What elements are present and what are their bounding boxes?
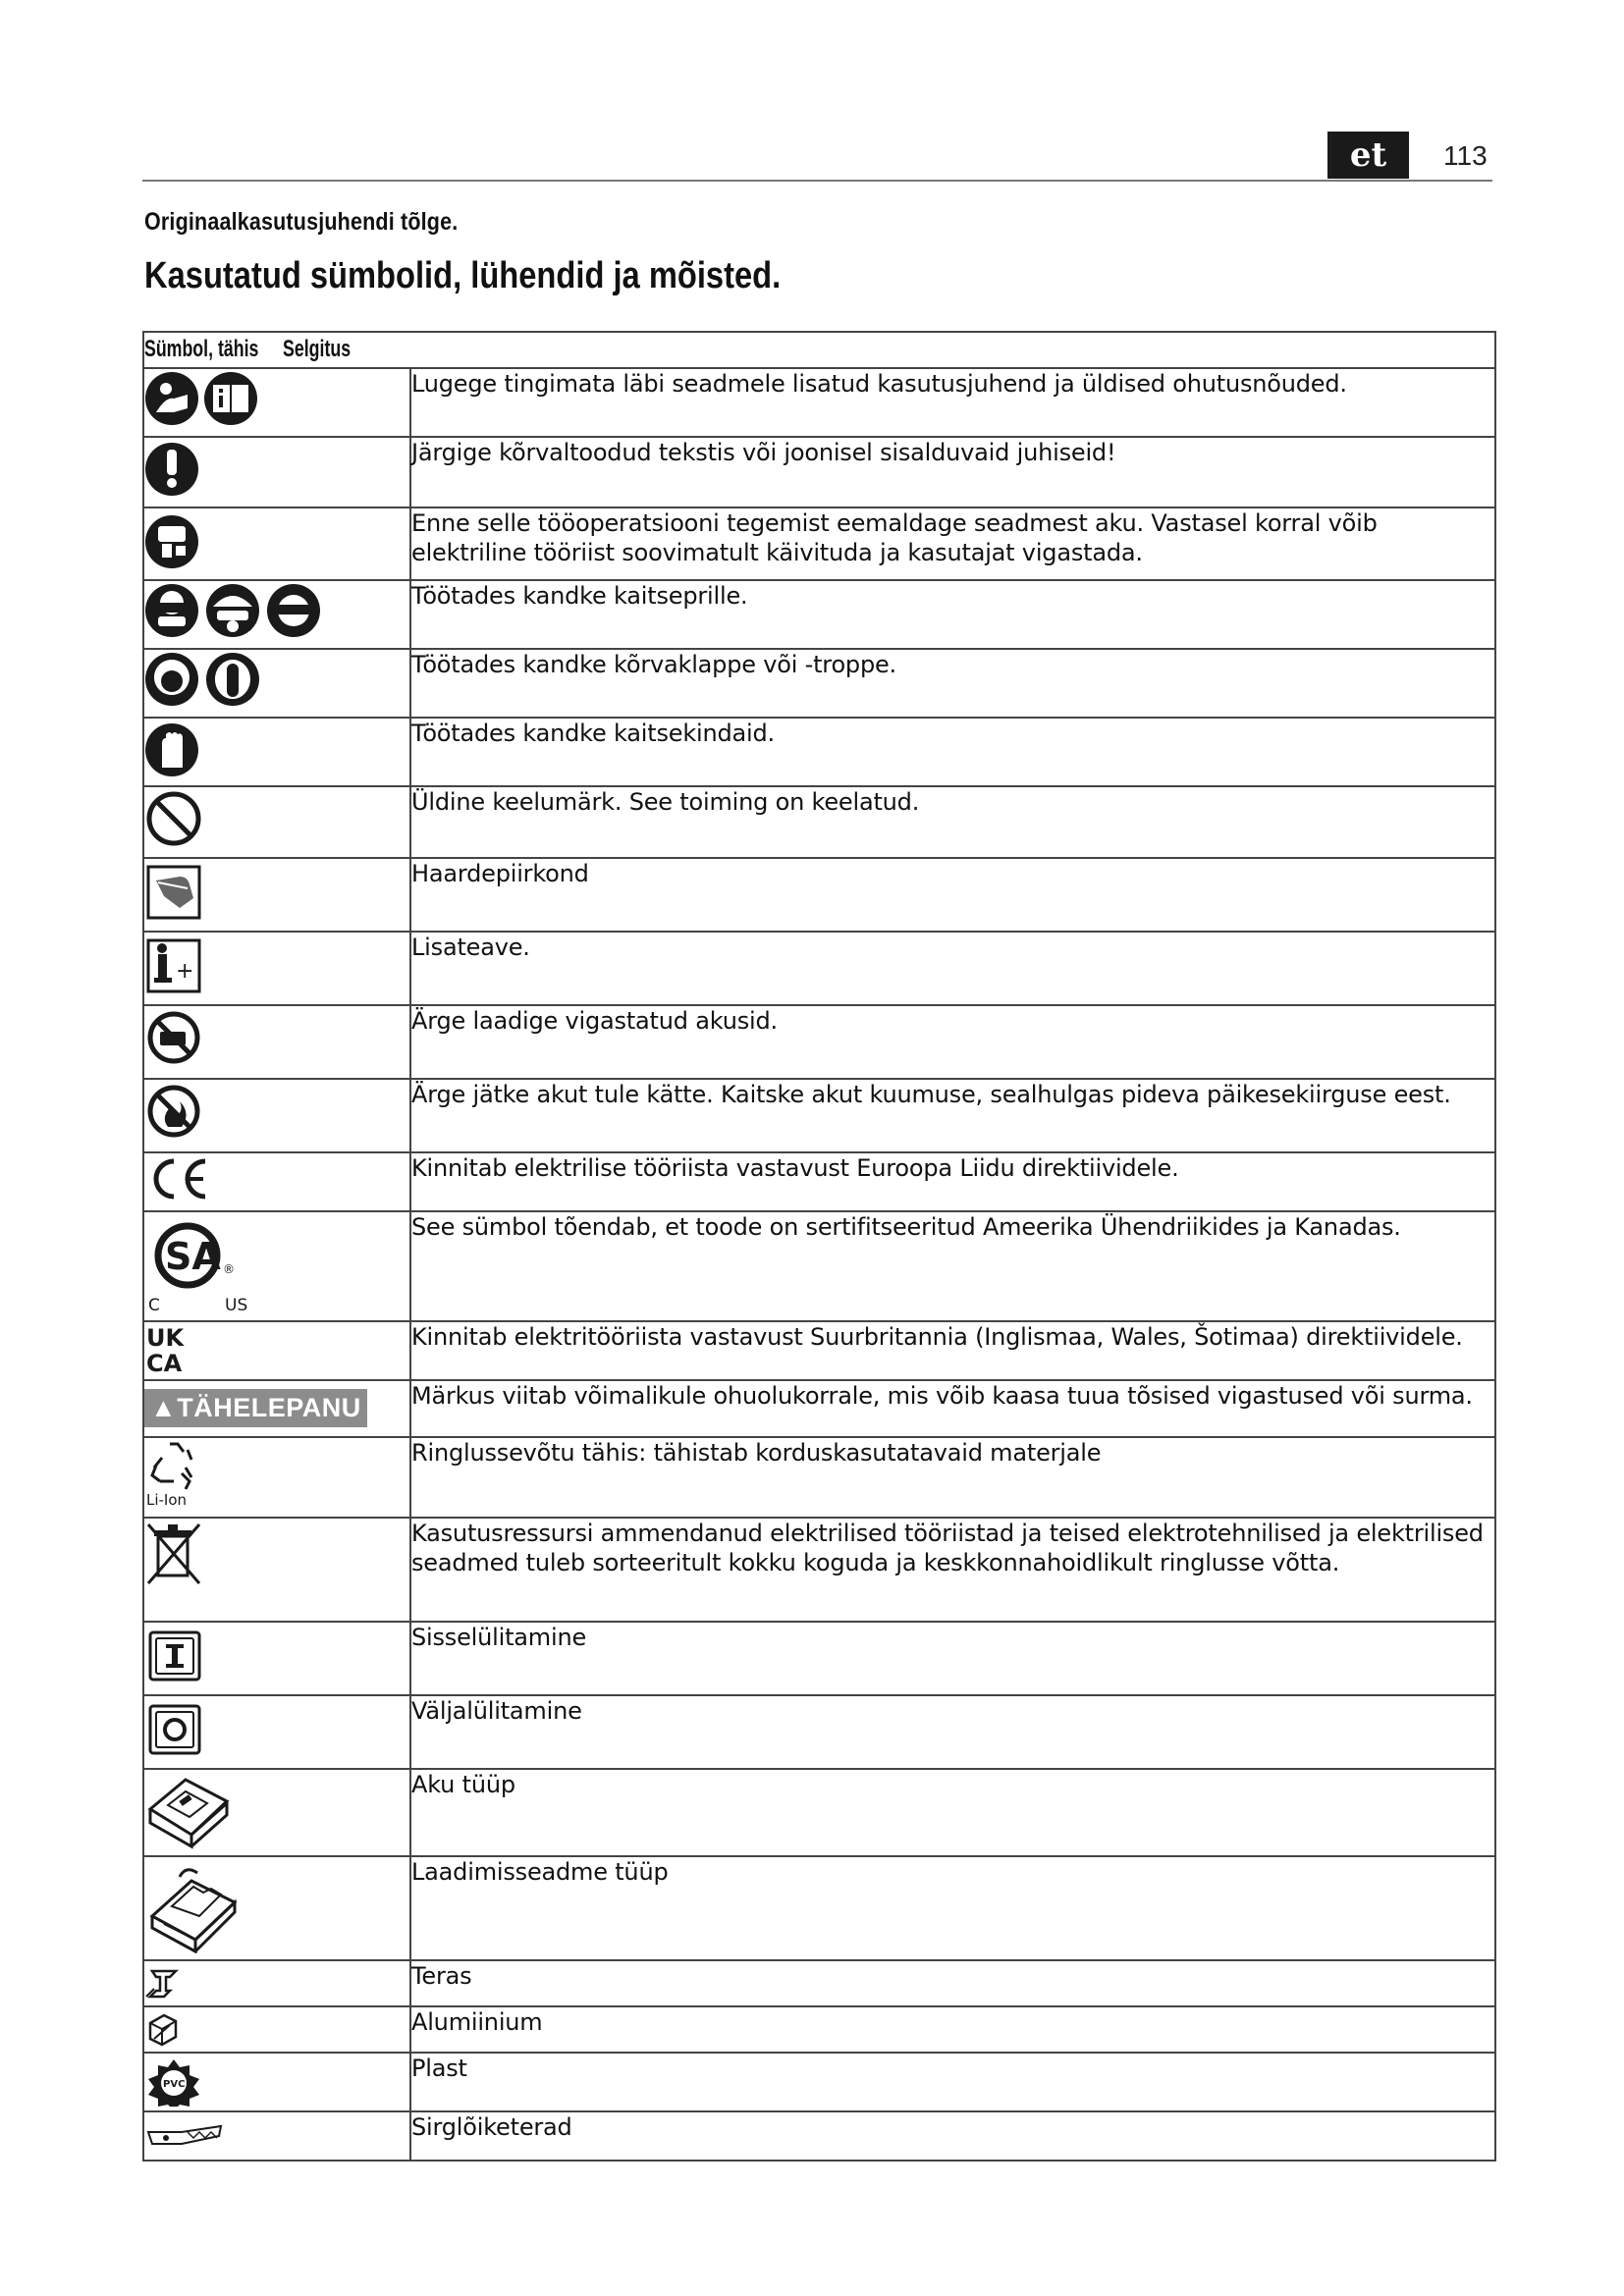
- explanation-cell: Alumiinium: [410, 2006, 1495, 2053]
- explanation-cell: See sümbol tõendab, et toode on sertifitseeritud Ameerika Ühendriikides ja Kanadas.: [410, 1211, 1495, 1321]
- explanation-cell: Plast: [410, 2053, 1495, 2111]
- attention-tag-label: TÄHELEPANU: [177, 1393, 361, 1422]
- table-row: [143, 1005, 1495, 1079]
- symbol-cell: [143, 932, 410, 1005]
- symbol-cell: [143, 368, 410, 437]
- header-rule: [142, 180, 1492, 182]
- symbol-cell: [143, 786, 410, 858]
- table-row: [143, 1437, 1495, 1518]
- symbol-cell: [143, 1695, 410, 1769]
- battery-pack-icon: [144, 1770, 233, 1850]
- svg-text:PVC: PVC: [163, 2079, 186, 2090]
- aluminium-icon: [144, 2011, 184, 2047]
- explanation-cell: Töötades kandke kaitsekindaid.: [410, 718, 1495, 786]
- table-row: [143, 1856, 1495, 1960]
- symbol-cell: [143, 1518, 410, 1622]
- eye-protection-icons: [144, 581, 331, 640]
- table-row: [143, 1518, 1495, 1622]
- symbol-cell: [143, 580, 410, 649]
- no-fire-icon: [144, 1080, 205, 1141]
- table-row: [143, 1152, 1495, 1211]
- symbols-table: [142, 331, 1496, 2162]
- symbol-cell: [143, 649, 410, 718]
- table-row: [143, 507, 1495, 580]
- explanation-cell: Enne selle tööoperatsiooni tegemist eemaldage seadmest aku. Vastasel korral võib elektriline tööriist soovimatult käivituda ja kasutajat vigastada.: [410, 507, 1495, 580]
- explanation-cell: Töötades kandke kõrvaklappe või -troppe.: [410, 649, 1495, 718]
- gloves-icon: [144, 719, 203, 777]
- explanation-cell: Sirglõiketerad: [410, 2111, 1495, 2161]
- table-row: [143, 2006, 1495, 2053]
- weee-bin-icon: [144, 1519, 205, 1587]
- explanation-cell: Ärge jätke akut tule kätte. Kaitske akut kuumuse, sealhulgas pideva päikesekiirguse eest.: [410, 1079, 1495, 1152]
- document-subtitle: Originaalkasutusjuhendi tõlge.: [144, 208, 459, 236]
- no-charge-damaged-icon: [144, 1006, 205, 1067]
- explanation-cell: Teras: [410, 1960, 1495, 2006]
- section-title: Kasutatud sümbolid, lühendid ja mõisted.: [144, 255, 782, 296]
- grip-area-icon: [144, 859, 205, 920]
- svg-text:+: +: [176, 959, 194, 984]
- explanation-cell: Väljalülitamine: [410, 1695, 1495, 1769]
- prohibition-icon: [144, 787, 205, 848]
- symbol-cell: [143, 1769, 410, 1856]
- ear-protection-icons: [144, 650, 272, 709]
- table-row: [143, 786, 1495, 858]
- symbol-cell: [143, 1005, 410, 1079]
- symbol-cell: [143, 1079, 410, 1152]
- explanation-cell: Kasutusressursi ammendanud elektrilised tööriistad ja teised elektrotehnilised ja elektrilised seadmed tuleb sorteeritult kokku koguda ja keskkonnahoidlikult ringlusse võtta.: [410, 1518, 1495, 1622]
- table-row: [143, 1211, 1495, 1321]
- pvc-icon: [144, 2057, 203, 2107]
- svg-text:UK: UK: [146, 1324, 185, 1352]
- explanation-cell: Järgige kõrvaltoodud tekstis või joonisel sisalduvaid juhiseid!: [410, 437, 1495, 507]
- symbol-cell: [143, 507, 410, 580]
- symbol-cell: [143, 1856, 410, 1960]
- table-row: [143, 858, 1495, 932]
- table-row: [143, 1380, 1495, 1437]
- explanation-cell: Aku tüüp: [410, 1769, 1495, 1856]
- symbol-cell: [143, 1960, 410, 2006]
- steel-icon: [144, 1965, 184, 2001]
- remove-battery-icon: [144, 508, 203, 571]
- symbol-cell: [143, 2053, 410, 2111]
- explanation-cell: Kinnitab elektrilise tööriista vastavust Euroopa Liidu direktiividele.: [410, 1152, 1495, 1211]
- symbol-cell: [143, 1152, 410, 1211]
- col-explanation-label: Selgitus: [283, 336, 352, 362]
- csa-mark-icon: [144, 1212, 262, 1314]
- attention-tag: [144, 1389, 367, 1427]
- explanation-cell: Lugege tingimata läbi seadmele lisatud kasutusjuhend ja üldised ohutusnõuded.: [410, 368, 1495, 437]
- symbol-cell: [143, 1380, 410, 1437]
- explanation-cell: Sisselülitamine: [410, 1622, 1495, 1695]
- table-row: [143, 1769, 1495, 1856]
- ce-mark-icon: [144, 1153, 213, 1202]
- svg-text:Li-Ion: Li-Ion: [146, 1491, 188, 1509]
- table-row: [143, 2111, 1495, 2161]
- info-icon: [144, 933, 205, 993]
- explanation-cell: Töötades kandke kaitseprille.: [410, 580, 1495, 649]
- table-row: [143, 1622, 1495, 1695]
- table-header-row: [143, 332, 1495, 368]
- explanation-cell: Ärge laadige vigastatud akusid.: [410, 1005, 1495, 1079]
- table-row: [143, 1321, 1495, 1380]
- exclamation-icon: [144, 438, 203, 499]
- svg-text:C: C: [148, 1296, 160, 1314]
- recycle-li-ion-icon: [144, 1438, 213, 1509]
- symbol-cell: [143, 1321, 410, 1380]
- symbol-cell: [143, 2111, 410, 2161]
- warning-triangle-icon: ▲: [150, 1393, 178, 1422]
- col-symbol-label: Sümbol, tähis: [144, 336, 259, 362]
- symbol-cell: [143, 1437, 410, 1518]
- switch-off-icon: [144, 1696, 205, 1757]
- table-row: [143, 649, 1495, 718]
- explanation-cell: Üldine keelumärk. See toiming on keelatud.: [410, 786, 1495, 858]
- blade-icon: [144, 2118, 227, 2152]
- switch-on-icon: [144, 1623, 205, 1683]
- table-row: [143, 1960, 1495, 2006]
- symbol-cell: [143, 437, 410, 507]
- table-row: [143, 1079, 1495, 1152]
- ukca-mark-icon: [144, 1322, 203, 1375]
- table-row: [143, 1695, 1495, 1769]
- read-manual-icons: [144, 369, 272, 428]
- svg-text:CA: CA: [146, 1350, 183, 1375]
- page-number: 113: [1443, 140, 1488, 171]
- table-row: [143, 368, 1495, 437]
- symbol-cell: [143, 718, 410, 786]
- svg-text:SA: SA: [165, 1235, 221, 1278]
- explanation-cell: Haardepiirkond: [410, 858, 1495, 932]
- charger-icon: [144, 1857, 243, 1953]
- explanation-cell: Ringlussevõtu tähis: tähistab korduskasutatavaid materjale: [410, 1437, 1495, 1518]
- table-row: [143, 932, 1495, 1005]
- explanation-cell: Märkus viitab võimalikule ohuolukorrale, mis võib kaasa tuua tõsised vigastused või surma.: [410, 1380, 1495, 1437]
- table-row: [143, 718, 1495, 786]
- table-header: [143, 332, 1495, 368]
- language-badge: et: [1327, 132, 1409, 179]
- symbol-cell: [143, 1622, 410, 1695]
- table-row: [143, 2053, 1495, 2111]
- symbol-cell: [143, 1211, 410, 1321]
- table-row: [143, 580, 1495, 649]
- table-row: [143, 437, 1495, 507]
- explanation-cell: Kinnitab elektritööriista vastavust Suurbritannia (Inglismaa, Wales, Šotimaa) direktiividele.: [410, 1321, 1495, 1380]
- svg-text:®: ®: [223, 1262, 235, 1276]
- symbol-cell: [143, 2006, 410, 2053]
- svg-text:US: US: [225, 1296, 248, 1314]
- explanation-cell: Lisateave.: [410, 932, 1495, 1005]
- symbol-cell: [143, 858, 410, 932]
- explanation-cell: Laadimisseadme tüüp: [410, 1856, 1495, 1960]
